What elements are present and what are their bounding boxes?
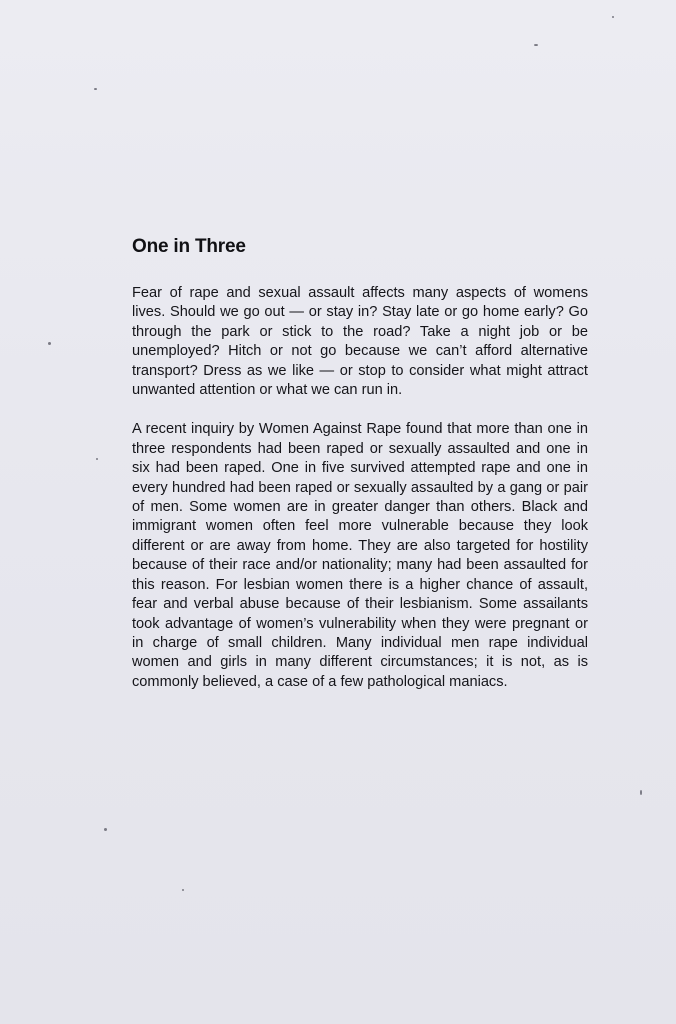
paper-speck	[534, 44, 538, 46]
paragraph-2: A recent inquiry by Women Against Rape found that more than one in three respondents had been raped or sexually assaulted and one in six had been raped. One in five survived attempted rape and one in every hundred had been raped or sexually assaulted by a gang or pair of men. Some women are in greater danger than others. Black and immigrant women often feel more vulnerable because they look different or are away from home. They are also targeted for hostility because of their race and/or nationality; many had been assaulted for this reason. For lesbian women there is a higher chance of assault, fear and verbal abuse because of their lesbianism. Some assailants took advantage of women’s vulnerability when they were pregnant or in charge of small children. Many individual men rape individual women and girls in many different circumstances; it is not, as is commonly believed, a case of a few pathological maniacs.	[132, 421, 588, 690]
article	[132, 236, 588, 712]
paper-speck	[612, 16, 614, 18]
paper-speck	[182, 889, 184, 891]
paragraph-1: Fear of rape and sexual assault affects many aspects of womens lives. Should we go out — or stay in? Stay late or go home early? Go through the park or stick to the road? Take a night job or be unemployed? Hitch or not go because we can’t afford alternative transport? Dress as we like — or stop to consider what might attract unwanted attention or what we can run in.	[132, 285, 588, 399]
paper-speck	[96, 458, 98, 460]
article-title: One in Three	[132, 236, 246, 257]
paper-speck	[640, 790, 642, 795]
paper-speck	[94, 88, 97, 90]
paper-speck	[48, 342, 51, 345]
paper-speck	[104, 828, 107, 831]
